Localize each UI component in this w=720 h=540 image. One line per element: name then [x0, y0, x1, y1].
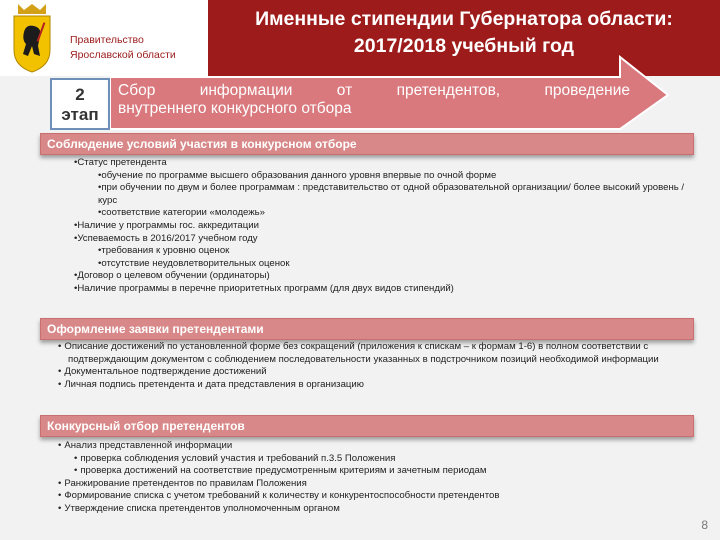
list-item: •Наличие программы в перечне приоритетных программ (для двух видов стипендий)	[74, 282, 454, 294]
title-line-1: Именные стипендии Губернатора области:	[255, 8, 673, 30]
section-title-conditions: Соблюдение условий участия в конкурсном отборе	[40, 133, 694, 155]
list-item: • Ранжирование претендентов по правилам Положения	[58, 477, 307, 489]
stage-number: 2	[75, 85, 85, 104]
list-item: •соответствие категории «молодежь»	[98, 207, 266, 219]
stage-heading-line-2: внутреннего конкурсного отбора	[118, 100, 352, 117]
list-item: •Наличие у программы гос. аккредитации	[74, 219, 259, 231]
org-line-2: Ярославской области	[70, 49, 176, 61]
list-item: • проверка достижений на соответствие предусмотренным критериям и зачетным периодам	[74, 465, 487, 477]
stage-label: этап	[61, 105, 99, 124]
application-list	[58, 341, 694, 391]
list-item: • Утверждение списка претендентов уполномоченным органом	[58, 502, 340, 514]
title-line-2: 2017/2018 учебный год	[353, 35, 575, 57]
page-number: 8	[701, 518, 708, 532]
conditions-list	[74, 157, 694, 312]
list-item: • Анализ представленной информации	[58, 440, 233, 451]
list-item: •обучение по программе высшего образования данного уровня впервые по очной форме	[98, 169, 497, 181]
stage-badge	[50, 78, 110, 130]
org-line-1: Правительство	[70, 34, 144, 46]
list-item: • Личная подпись претендента и дата представления в организацию	[58, 378, 364, 390]
stage-heading-line-1: Сбор информации от претендентов, проведение	[118, 82, 630, 99]
list-item: • проверка соблюдения условий участия и требований п.3.5 Положения	[74, 452, 396, 464]
list-item: •требования к уровню оценок	[98, 245, 230, 257]
section-title-selection: Конкурсный отбор претендентов	[40, 415, 694, 437]
list-item: •Договор о целевом обучении (ординаторы)	[74, 270, 270, 282]
selection-list	[58, 440, 694, 516]
list-item: •Успеваемость в 2016/2017 учебном году	[74, 232, 258, 244]
list-item: •Статус претендента	[74, 157, 167, 168]
list-item: •при обучении по двум и более программам : представительство от одной образовательной организации/ более высокий уровень / курс	[98, 182, 685, 206]
list-item: • Формирование списка с учетом требований к количеству и конкурентоспособности претендентов	[58, 490, 500, 502]
list-item: •отсутствие неудовлетворительных оценок	[98, 257, 290, 269]
page-title	[208, 6, 720, 60]
list-item: • Документальное подтверждение достижений	[58, 366, 267, 378]
section-title-application: Оформление заявки претендентами	[40, 318, 694, 340]
coat-of-arms-icon	[10, 2, 54, 74]
list-item: • Описание достижений по установленной форме без сокращений (приложения к спискам – к формам 1-6) в полном соответствии с подтверждающим документом с соблюдением последовательности указанных в подстрочником позиций необходимой информации	[58, 341, 659, 365]
